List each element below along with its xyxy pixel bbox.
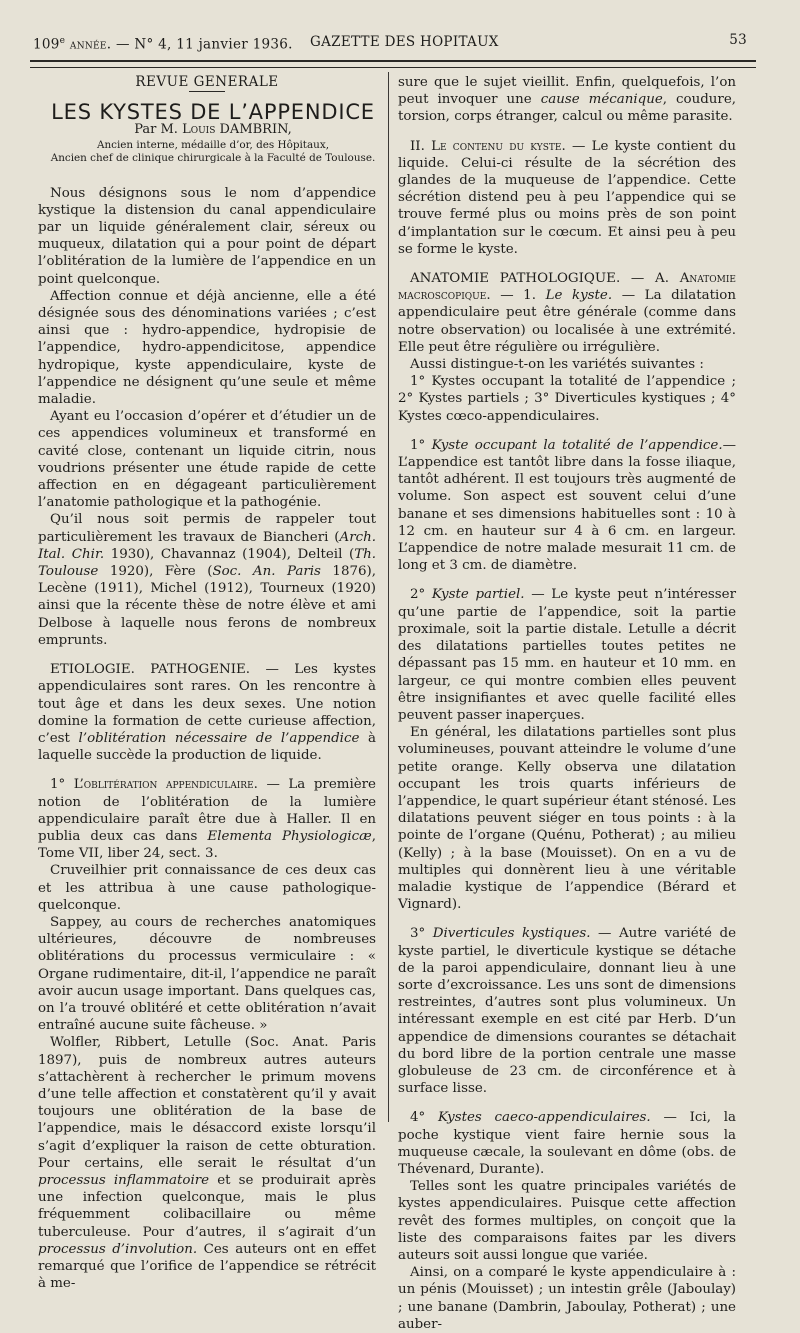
paragraph: 1° L’oblitération appendiculaire. — La première notion de l’oblitération de la lumière appendiculaire paraît être due à Haller. Il en publia deux cas dans Elementa Physiologicæ, Tome VII, liber 24, sect. 3. [38,777,376,862]
paragraph: Aussi distingue-t-on les variétés suivantes : [410,357,704,373]
paragraph: II. Le contenu du kyste. — Le kyste contient du liquide. Celui-ci résulte de la sécrétion des glandes de la muqueuse de l’appendice. Cette sécrétion distend peu à peu l’appendice qui se trouve fermé plus ou moins près de son point d’implantation sur le cœcum. Et ainsi peu à peu se forme le kyste. [398,138,736,257]
paragraph: 3° Diverticules kystiques. — Autre variété de kyste partiel, le diverticule kystique se détache de la paroi appendiculaire, donnant lieu à une sorte d’excroissance. Les uns sont de dimensions restreintes, d’autres sont plus volumineux. Un intéressant exemple en est cité par Herb. D’un appendice de dimensions courantes se détachait du bord libre de la portion centrale une masse globuleuse de 23 cm. de circonférence et à surface lisse. [398,926,736,1097]
paragraph: 1° Kystes occupant la totalité de l’appendice ; 2° Kystes partiels ; 3° Diverticules kystiques ; 4° Kystes cœco-appendiculaires. [398,374,736,424]
issue-number-date: — N° 4, 11 janvier 1936. [115,36,293,53]
header-rule-thin [30,67,756,68]
paragraph: sure que le sujet vieillit. Enfin, quelquefois, l’on peut invoquer une cause mécanique, coudure, torsion, corps étranger, calcul ou même parasite. [398,75,737,125]
section-paragraph-anatomie: ANATOMIE PATHOLOGIQUE. — A. Anatomie macroscopique. — 1. Le kyste. — La dilatation appendiculaire peut être générale (comme dans notre observation) ou localisée à une extrémité. Elle peut être régulière ou irrégulière. [398,271,736,355]
paragraph: En général, les dilatations partielles sont plus volumineuses, pouvant atteindre le volume d’une petite orange. Kelly observa une dilatation occupant les trois quarts inférieurs de l’appendice, le quart supérieur étant sténosé. Les dilatations peuvent siéger en tous points : à la pointe de l’organe (Quénu, Potherat) ; au milieu (Kelly) ; à la base (Mouisset). On en a vu de multiples qui donnèrent lieu à une véritable maladie kystique de l’appendice (Bérard et Vignard). [398,725,736,913]
paragraph: 2° Kyste partiel. — Le kyste peut n’intéresser qu’une partie de l’appendice, soit la partie proximale, soit la partie distale. Letulle a décrit des dilatations partielles toutes petites ne dépassant pas 15 mm. en hauteur et 10 mm. en largeur, ce qui montre combien elles peuvent être insignifiantes et avec quelle facilité elles peuvent passer inaperçues. [398,587,736,723]
paragraph: 4° Kystes caeco-appendiculaires. — Ici, la poche kystique vient faire hernie sous la muqueuse cæcale, la soulevant en dôme (obs. de Thévenard, Durante). [398,1110,736,1177]
year-superscript: e [59,36,66,46]
year-word: année. [69,36,112,53]
subsection-heading: Anatomie macroscopique. [398,271,736,304]
author-affiliations [38,139,376,165]
subsection-heading: ANATOMIE PATHOLOGIQUE. — A. [410,271,680,287]
subsection-heading: ETIOLOGIE. PATHOGENIE. [50,662,251,678]
paragraph: Telles sont les quatre principales variétés de kystes appendiculaires. Puisque cette affection revêt des formes multiples, on conçoit que la liste des comparaisons faites par les divers auteurs soit aussi longue que variée. [398,1179,736,1263]
subsection-heading: Le contenu du kyste. [431,138,566,154]
header-rule-thick [30,60,756,62]
right-column [398,74,736,1333]
paragraph: Cruveilhier prit connaissance de ces deux cas et les attribua à une cause pathologique-quelconque. [38,863,376,913]
paragraph: Affection connue et déjà ancienne, elle a été désignée sous des dénominations variées ; c’est ainsi que : hydro-appendice, hydropisie de l’appendice, hydro-appendicitose, appendice hydropique, kyste appendiculaire, kyste de l’appendice ne désignent qu’une seule et même maladie. [38,288,376,408]
subsection-heading: oblitération appendiculaire. [83,777,258,793]
paragraph: Wolfler, Ribbert, Letulle (Soc. Anat. Paris 1897), puis de nombreux autres auteurs s’attachèrent à rechercher le primum movens d’une telle affection et constatèrent qu’il y avait toujours une oblitération de la base de l’appendice, mais le désaccord existe lorsqu’il s’agit d’expliquer la raison de cette obturation. Pour certains, elle serait le résultat d’un processus inflammatoire et se produirait après une infection quelconque, mais le plus fréquemment colibacillaire ou même tuberculeuse. Pour d’autres, il s’agirait d’un processus d’involution. Ces auteurs ont en effet remarqué que l’orifice de l’appendice se rétrécit à me- [38,1035,376,1292]
section-paragraph-etiologie: ETIOLOGIE. PATHOGENIE. — Les kystes appendiculaires sont rares. On les rencontre à tout âge et dans les deux sexes. Une notion domine la formation de cette curieuse affection, c’est l’oblitération nécessaire de l’appendice à laquelle succède la production de liquide. [38,662,377,764]
paragraph: Ainsi, on a comparé le kyste appendiculaire à : un pénis (Mouisset) ; un intestin grêle (Jaboulay) ; une banane (Dambrin, Jaboulay, Potherat) ; une auber- [398,1265,736,1332]
running-header [33,32,753,54]
column-divider [388,72,389,1122]
year-number: 109 [33,36,60,53]
byline-prefix: Par M. [134,122,178,138]
author-name: Louis DAMBRIN, [182,122,292,138]
article-title: LES KYSTES DE L’APPENDICE [51,100,375,125]
page-number: 53 [729,32,747,48]
left-column [38,74,376,1292]
paragraph: Nous désignons sous le nom d’appendice kystique la distension du canal appendiculaire par un liquide généralement clair, séreux ou muqueux, dilatation qui a pour point de départ l’oblitération de la lumière de l’appendice en un point quelconque. [38,185,376,287]
section-heading: REVUE GENERALE [135,74,279,90]
paragraph: Ayant eu l’occasion d’opérer et d’étudier un de ces appendices volumineux et transformé en cavité close, contenant un liquide citrin, nous voudrions présenter une étude rapide de cette affection en en dégageant particulièrement l’anatomie pathologique et la pathogénie. [38,409,376,511]
paragraph: Sappey, au cours de recherches anatomiques ultérieures, découvre de nombreuses oblitérations du processus vermiculaire : « Organe rudimentaire, dit-il, l’appendice ne paraît avoir aucun usage important. Dans quelques cas, on l’a trouvé oblitéré et cette oblitération n’avait entraîné aucune suite fâcheuse. » [38,914,376,1034]
issue-info [33,36,293,53]
affiliation-line: Ancien interne, médaille d’or, des Hôpitaux, [96,138,330,151]
journal-name: GAZETTE DES HOPITAUX [310,34,499,50]
paragraph: Qu’il nous soit permis de rappeler tout particulièrement les travaux de Biancheri (Arch. Ital. Chir. 1930), Chavannaz (1904), Delteil (Th. Toulouse 1920), Fère (Soc. An. Paris 1876), Lecène (1911), Michel (1912), Tourneux (1920) ainsi que la récente thèse de notre élève et ami Delbose à laquelle nous ferons de nombreux emprunts. [38,512,376,648]
paragraph: 1° Kyste occupant la totalité de l’appendice.— L’appendice est tantôt libre dans la fosse iliaque, tantôt adhérent. Il est toujours très augmenté de volume. Son aspect est souvent celui d’une banane et ses dimensions habituelles sont : 10 à 12 cm. en hauteur sur 4 à 6 cm. en largeur. L’appendice de notre malade mesurait 11 cm. de long et 3 cm. de diamètre. [398,437,736,574]
title-divider [189,91,225,92]
affiliation-line: Ancien chef de clinique chirurgicale à la Faculté de Toulouse. [50,151,376,164]
